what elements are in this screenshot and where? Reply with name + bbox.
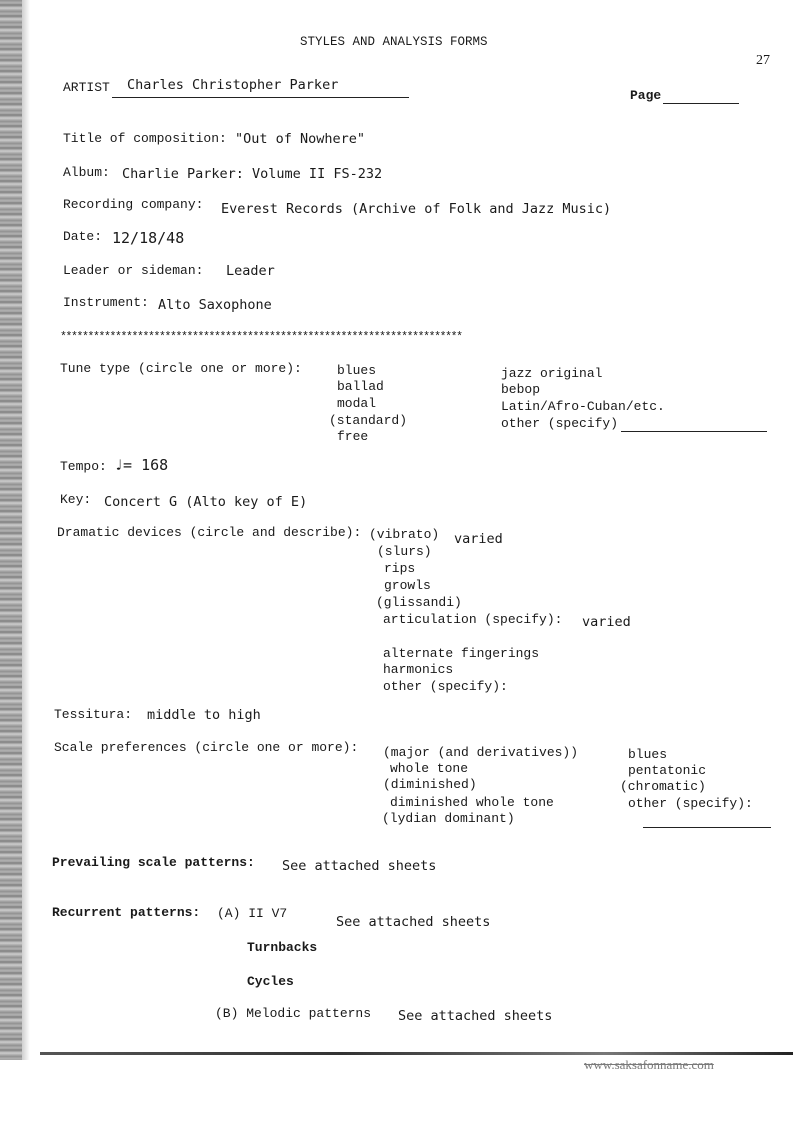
tune-type-option: free	[337, 429, 369, 444]
artist-label: ARTIST	[63, 80, 110, 95]
tempo-label: Tempo:	[60, 459, 107, 474]
tune-type-option: ballad	[337, 379, 384, 394]
album-label: Album:	[63, 165, 110, 180]
tune-type-option: modal	[337, 396, 377, 411]
scale-option-circled: (lydian dominant)	[382, 811, 515, 826]
watermark: www.saksafonname.com	[584, 1057, 714, 1072]
tune-other-underline	[621, 431, 767, 432]
tessitura-value: middle to high	[147, 707, 261, 723]
tune-type-option-circled: (standard)	[329, 413, 408, 428]
dramatic-option: other (specify):	[383, 679, 508, 694]
artist-value: Charles Christopher Parker	[127, 77, 339, 93]
articulation-note: varied	[582, 614, 631, 630]
scan-edge-shadow	[22, 0, 30, 1060]
tune-type-option: jazz original	[501, 366, 603, 381]
page-number: 27	[756, 53, 770, 68]
scale-option: diminished whole tone	[390, 795, 554, 810]
recurrent-label: Recurrent patterns:	[52, 905, 201, 920]
tempo-value: ♩= 168	[114, 456, 169, 474]
tessitura-label: Tessitura:	[54, 707, 133, 722]
tune-type-option: other (specify)	[501, 416, 619, 431]
prevailing-value: See attached sheets	[282, 858, 437, 874]
instrument-value: Alto Saxophone	[158, 297, 272, 313]
recording-label: Recording company:	[63, 197, 204, 212]
recording-value: Everest Records (Archive of Folk and Jazz Music)	[221, 201, 612, 217]
title-value: "Out of Nowhere"	[235, 131, 366, 147]
page-underline	[663, 103, 739, 104]
dramatic-option: rips	[384, 561, 416, 576]
cycles: Cycles	[247, 974, 294, 989]
scale-option-circled: (chromatic)	[620, 779, 706, 794]
tune-type-label: Tune type (circle one or more):	[60, 361, 302, 376]
recurrent-b-value: See attached sheets	[398, 1008, 553, 1024]
dramatic-option-circled: (slurs)	[377, 544, 432, 559]
scale-option-circled: (diminished)	[383, 777, 477, 792]
key-label: Key:	[60, 492, 92, 507]
vibrato-note: varied	[454, 531, 503, 547]
album-value: Charlie Parker: Volume II FS-232	[122, 166, 383, 182]
separator-line: *************************************************************************	[60, 331, 462, 344]
dramatic-option-circled: (glissandi)	[376, 595, 462, 610]
dramatic-option: growls	[384, 578, 431, 593]
recurrent-a-value: See attached sheets	[336, 914, 491, 930]
scale-option-circled: (major (and derivatives))	[383, 745, 579, 760]
dramatic-option: harmonics	[383, 662, 454, 677]
recurrent-a-label: (A) II V7	[217, 906, 288, 921]
tune-type-option: blues	[337, 363, 377, 378]
page-label: Page	[630, 88, 662, 103]
dramatic-option: alternate fingerings	[383, 646, 540, 661]
scale-option: blues	[628, 747, 668, 762]
scan-edge	[0, 0, 22, 1060]
date-label: Date:	[63, 229, 103, 244]
form-title: STYLES AND ANALYSIS FORMS	[300, 35, 488, 49]
scale-label: Scale preferences (circle one or more):	[54, 740, 359, 755]
scale-other-underline	[643, 827, 771, 828]
tune-type-option: Latin/Afro-Cuban/etc.	[501, 399, 665, 414]
scale-option: other (specify):	[628, 796, 753, 811]
key-value: Concert G (Alto key of E)	[104, 494, 308, 510]
leader-value: Leader	[226, 263, 275, 279]
date-value: 12/18/48	[112, 229, 185, 247]
title-label: Title of composition:	[63, 131, 227, 146]
dramatic-label: Dramatic devices (circle and describe):	[57, 525, 362, 540]
tune-type-option: bebop	[501, 382, 541, 397]
dramatic-option-circled: (vibrato)	[369, 527, 440, 542]
articulation-label: articulation (specify):	[383, 612, 563, 627]
recurrent-b-label: (B) Melodic patterns	[215, 1006, 372, 1021]
turnbacks: Turnbacks	[247, 940, 318, 955]
instrument-label: Instrument:	[63, 295, 149, 310]
bottom-rule	[40, 1052, 793, 1055]
scale-option: whole tone	[390, 761, 469, 776]
scale-option: pentatonic	[628, 763, 707, 778]
leader-label: Leader or sideman:	[63, 263, 204, 278]
artist-underline	[112, 97, 409, 98]
prevailing-label: Prevailing scale patterns:	[52, 855, 255, 870]
